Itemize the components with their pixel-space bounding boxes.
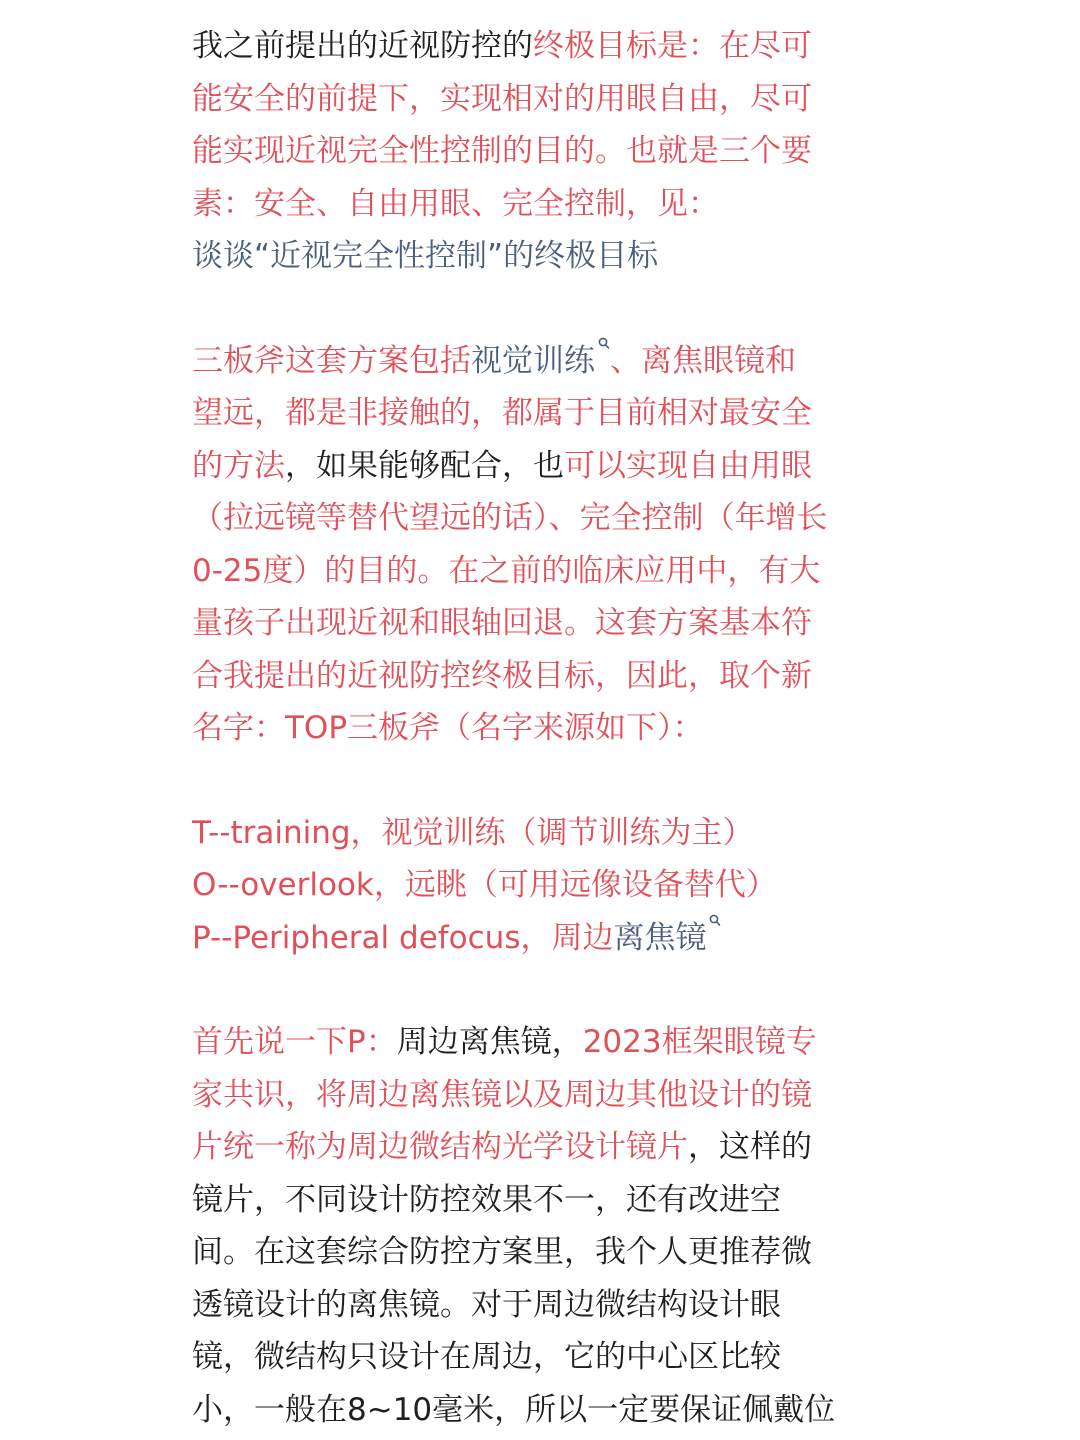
text-line xyxy=(192,1016,892,1069)
paragraph-defocus xyxy=(192,1016,892,1436)
text-line: 间。在这套综合防控方案里，我个人更推荐微 xyxy=(192,1234,812,1270)
list-item-p xyxy=(192,912,892,965)
text-line: 透镜设计的离焦镜。对于周边微结构设计眼 xyxy=(192,1286,781,1323)
text-line: 能实现近视完全性控制的目的。也就是三个要 xyxy=(192,133,812,169)
search-icon[interactable] xyxy=(709,914,721,930)
article-body xyxy=(192,20,892,1436)
text-segment: 、离焦眼镜和 xyxy=(610,342,796,379)
text-line: 小，一般在8~10毫米，所以一定要保证佩戴位 xyxy=(192,1391,836,1428)
text-segment: ，如果能够配合，也 xyxy=(285,447,564,484)
text-line: 家共识，将周边离焦镜以及周边其他设计的镜 xyxy=(192,1076,812,1113)
goal-highlight: 终极目标是：在尽可 xyxy=(533,28,812,64)
text-line: 0-25度）的目的。在之前的临床应用中，有大 xyxy=(192,552,821,589)
paragraph-goal xyxy=(192,20,892,283)
search-icon[interactable] xyxy=(598,337,610,353)
text-line: 镜，微结构只设计在周边，它的中心区比较 xyxy=(192,1339,781,1375)
intro-text: 我之前提出的近视防控的 xyxy=(192,28,533,64)
text-line xyxy=(192,20,892,73)
text-line: 合我提出的近视防控终极目标，因此，取个新 xyxy=(192,657,812,694)
text-segment: 片统一称为周边微结构光学设计镜片 xyxy=(192,1129,688,1165)
text-segment: 可以实现自由用眼 xyxy=(564,447,812,484)
paragraph-top-list xyxy=(192,807,892,965)
text-line xyxy=(192,335,892,388)
text-segment: ，这样的 xyxy=(688,1129,812,1165)
text-segment: 三板斧这套方案包括 xyxy=(192,342,471,379)
text-line xyxy=(192,440,892,493)
text-line: 镜片，不同设计防控效果不一，还有改进空 xyxy=(192,1181,781,1218)
text-line xyxy=(192,1121,892,1174)
paragraph-method xyxy=(192,335,892,755)
paragraph-spacer xyxy=(192,964,892,1016)
list-item-t: T--training，视觉训练（调节训练为主） xyxy=(192,814,754,851)
text-segment: 周边离焦镜， xyxy=(396,1024,583,1060)
text-segment: 的方法 xyxy=(192,447,285,484)
text-line: 望远，都是非接触的，都属于目前相对最安全 xyxy=(192,395,812,431)
list-item-o: O--overlook，远眺（可用远像设备替代） xyxy=(192,867,777,903)
text-line: （拉远镜等替代望远的话）、完全控制（年增长 xyxy=(192,500,828,536)
text-line: 量孩子出现近视和眼轴回退。这套方案基本符 xyxy=(192,605,812,641)
text-segment: 2023框架眼镜专 xyxy=(582,1024,817,1060)
text-line: 能安全的前提下，实现相对的用眼自由，尽可 xyxy=(192,80,812,117)
keyword-link-defocus-lens[interactable]: 离焦镜 xyxy=(613,919,707,956)
text-line: 名字：TOP三板斧（名字来源如下）： xyxy=(192,710,704,746)
paragraph-spacer xyxy=(192,755,892,807)
text-line: 素：安全、自由用眼、完全控制，见： xyxy=(192,185,719,222)
paragraph-spacer xyxy=(192,283,892,335)
article-link[interactable]: 谈谈“近视完全性控制”的终极目标 xyxy=(192,238,659,274)
keyword-link-visual-training[interactable]: 视觉训练 xyxy=(471,342,595,379)
text-segment: P--Peripheral defocus，周边 xyxy=(192,919,614,956)
text-segment: 首先说一下P： xyxy=(192,1024,397,1060)
